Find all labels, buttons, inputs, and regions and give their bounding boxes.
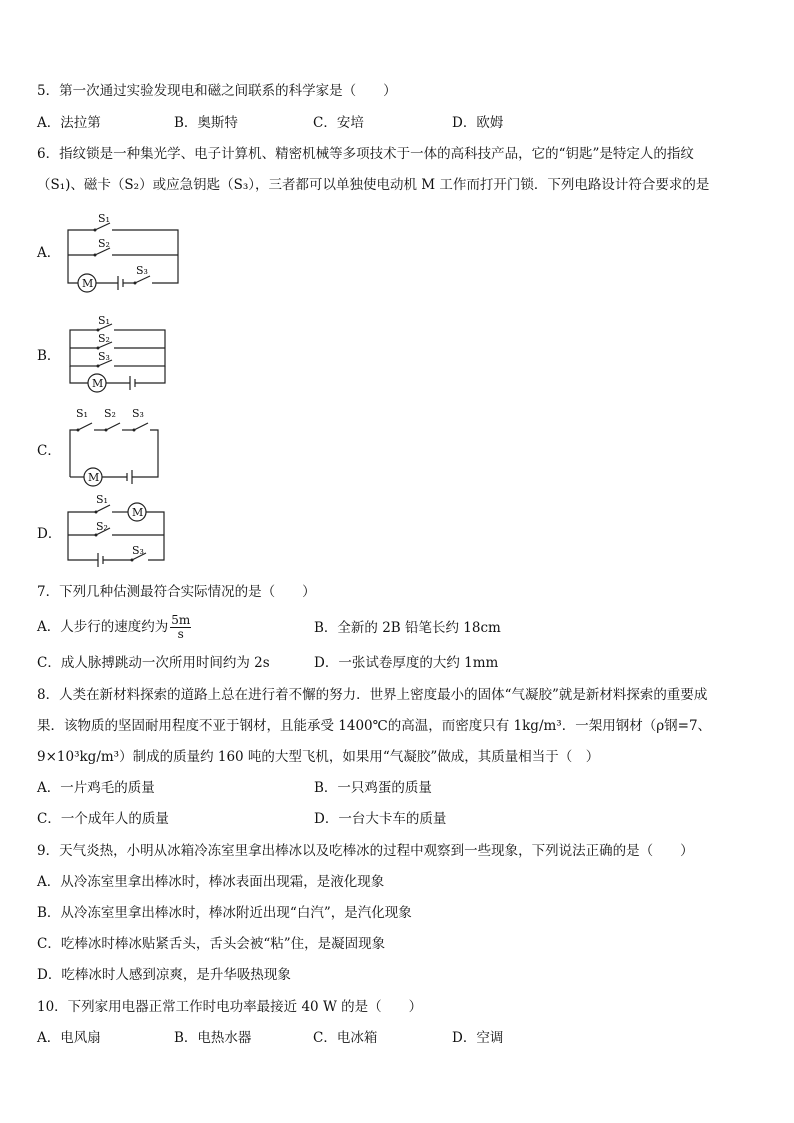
q6-stem-line2: （S₁)、磁卡（S₂）或应急钥匙（S₃），三者都可以单独使电动机 M 工作而打开门锁．下列电路设计符合要求的是 — [37, 177, 710, 193]
switch-label-s1: S₁ — [96, 493, 108, 506]
q8-option-c[interactable]: C．一个成年人的质量 — [37, 811, 169, 827]
motor-label: M — [88, 471, 100, 484]
q9-option-b[interactable]: B．从冷冻室里拿出棒冰时，棒冰附近出现“白汽”，是汽化现象 — [37, 905, 412, 921]
circuit-diagram-a — [60, 210, 190, 295]
q10-stem: 10．下列家用电器正常工作时电功率最接近 40 W 的是（ ） — [37, 999, 423, 1015]
circuit-diagram-c — [62, 405, 172, 490]
q5-option-d[interactable]: D．欧姆 — [452, 115, 504, 131]
q5-option-a[interactable]: A．法拉第 — [37, 115, 101, 131]
q8-stem-line3: 9×10³kg/m³）制成的质量约 160 吨的大型飞机，如果用“气凝胶”做成，其质量相当于（ ） — [37, 749, 600, 765]
circuit-diagram-b — [62, 312, 182, 397]
fraction-denominator: s — [177, 627, 184, 641]
q8-option-b[interactable]: B．一只鸡蛋的质量 — [314, 780, 432, 796]
q6-option-d-label[interactable]: D． — [37, 526, 62, 542]
switch-label-s3: S₃ — [132, 407, 144, 420]
q8-option-a[interactable]: A．一片鸡毛的质量 — [37, 780, 155, 796]
q5-option-b[interactable]: B．奥斯特 — [174, 115, 238, 131]
q8-option-d[interactable]: D．一台大卡车的质量 — [314, 811, 447, 827]
switch-label-s2: S₂ — [98, 237, 110, 250]
q9-stem: 9．天气炎热，小明从冰箱冷冻室里拿出棒冰以及吃棒冰的过程中观察到一些现象，下列说法正确的是（ ） — [37, 843, 694, 859]
switch-s2 — [106, 423, 120, 430]
q10-option-d[interactable]: D．空调 — [452, 1030, 504, 1046]
motor-label: M — [92, 377, 104, 390]
q10-option-b[interactable]: B．电热水器 — [174, 1030, 252, 1046]
motor-label: M — [82, 277, 94, 290]
q6-option-c-label[interactable]: C． — [37, 443, 61, 459]
q7-option-a-text: A．人步行的速度约为 — [37, 619, 169, 635]
q5-option-c[interactable]: C．安培 — [313, 115, 364, 131]
q5-stem: 5．第一次通过实验发现电和磁之间联系的科学家是（ ） — [37, 83, 397, 99]
switch-label-s3: S₃ — [132, 544, 144, 557]
q6-option-a-label[interactable]: A． — [37, 245, 61, 261]
q9-option-c[interactable]: C．吃棒冰时棒冰贴紧舌头，舌头会被“粘”住，是凝固现象 — [37, 936, 386, 952]
switch-label-s1: S₁ — [98, 212, 110, 225]
q7-option-b[interactable]: B．全新的 2B 铅笔长约 18cm — [314, 620, 501, 636]
q8-stem-line2: 果．该物质的坚固耐用程度不亚于钢材，且能承受 1400℃的高温，而密度只有 1kg/m³．一架用钢材（ρ钢=7、 — [37, 718, 712, 734]
q6-option-b-label[interactable]: B． — [37, 348, 61, 364]
switch-s1 — [78, 423, 92, 430]
q7-option-d[interactable]: D．一张试卷厚度的大约 1mm — [314, 655, 499, 671]
switch-label-s3: S₃ — [98, 350, 110, 363]
circuit-diagram-d — [60, 490, 180, 570]
q9-option-a[interactable]: A．从冷冻室里拿出棒冰时，棒冰表面出现霜，是液化现象 — [37, 874, 385, 890]
motor-label: M — [132, 506, 144, 519]
switch-label-s1: S₁ — [76, 407, 88, 420]
switch-label-s3: S₃ — [136, 264, 148, 277]
switch-s3 — [135, 276, 150, 283]
q7-stem: 7．下列几种估测最符合实际情况的是（ ） — [37, 584, 316, 600]
switch-s3 — [134, 423, 148, 430]
q8-stem-line1: 8．人类在新材料探索的道路上总在进行着不懈的努力．世界上密度最小的固体“气凝胶”就是新材料探索的重要成 — [37, 687, 708, 703]
q6-stem-line1: 6．指纹锁是一种集光学、电子计算机、精密机械等多项技术于一体的高科技产品，它的“钥匙”是特定人的指纹 — [37, 146, 694, 162]
q9-option-d[interactable]: D．吃棒冰时人感到凉爽，是升华吸热现象 — [37, 967, 291, 983]
q10-option-a[interactable]: A．电风扇 — [37, 1030, 101, 1046]
switch-label-s1: S₁ — [98, 314, 110, 327]
q7-option-a[interactable] — [37, 610, 193, 644]
switch-label-s2: S₂ — [96, 520, 108, 533]
fraction-numerator: 5m — [171, 613, 191, 627]
speed-fraction — [170, 614, 191, 641]
q7-option-c[interactable]: C．成人脉搏跳动一次所用时间约为 2s — [37, 655, 270, 671]
switch-label-s2: S₂ — [104, 407, 116, 420]
switch-s1 — [96, 505, 110, 512]
q10-option-c[interactable]: C．电冰箱 — [313, 1030, 378, 1046]
switch-label-s2: S₂ — [98, 332, 110, 345]
